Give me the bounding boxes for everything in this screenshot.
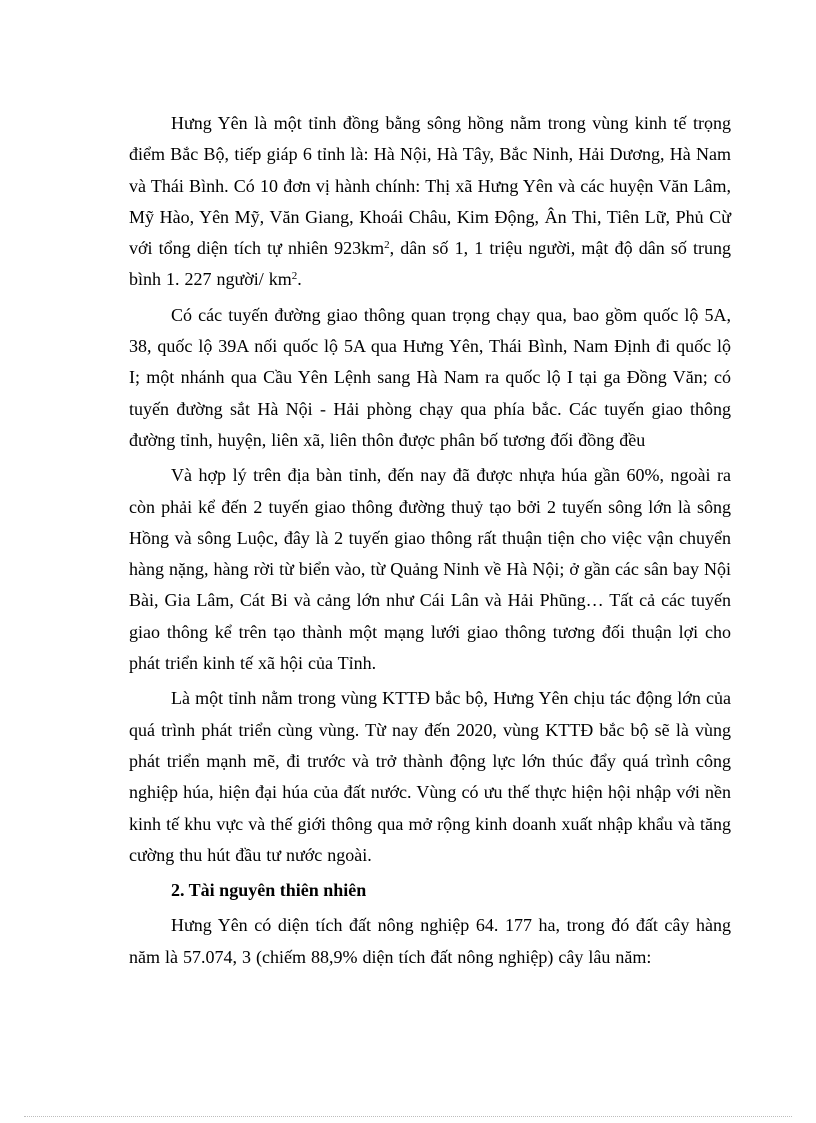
section-heading-natural-resources: 2. Tài nguyên thiên nhiên xyxy=(171,880,367,901)
superscript-area-unit: 2 xyxy=(384,239,390,252)
paragraph-location-text-mid: , dân số 1, 1 triệu người, mật độ dân số trung bình 1. 227 người/ km xyxy=(129,238,731,290)
paragraph-location-text: Hưng Yên là một tỉnh đồng bằng sông hồng nằm trong vùng kinh tế trọng điểm Bắc Bộ, tiếp giáp 6 tỉnh là: Hà Nội, Hà Tây, Bắc Ninh, Hải Dương, Hà Nam và Thái Bình. Có 10 đơn vị hành chính: Thị xã Hưng Yên và các huyện Văn Lâm, Mỹ Hào, Yên Mỹ, Văn Giang, Khoái Châu, Kim Động, Ân Thi, Tiên Lữ, Phủ Cừ với tổng diện tích tự nhiên 923km xyxy=(129,113,731,259)
paragraph-transport-routes: Có các tuyến đường giao thông quan trọng chạy qua, bao gồm quốc lộ 5A, 38, quốc lộ 39A nối quốc lộ 5A qua Hưng Yên, Thái Bình, Nam Định đi quốc lộ I; một nhánh qua Cầu Yên Lệnh sang Hà Nam ra quốc lộ I tại ga Đồng Văn; có tuyến đường sắt Hà Nội - Hải phòng chạy qua phía bắc. Các tuyến giao thông đường tỉnh, huyện, liên xã, liên thôn được phân bố tương đối đồng đều xyxy=(129,304,731,450)
paragraph-economic-zone: Là một tỉnh nằm trong vùng KTTĐ bắc bộ, Hưng Yên chịu tác động lớn của quá trình phát triển cùng vùng. Từ nay đến 2020, vùng KTTĐ bắc bộ sẽ là vùng phát triển mạnh mẽ, đi trước và trở thành động lực lớn thúc đẩy quá trình công nghiệp húa, hiện đại húa của đất nước. Vùng có ưu thế thực hiện hội nhập với nền kinh tế khu vực và thế giới thông qua mở rộng kinh doanh xuất nhập khẩu và tăng cường thu hút đầu tư nước ngoài. xyxy=(129,688,731,865)
superscript-density-unit: 2 xyxy=(291,270,298,283)
page-bottom-divider xyxy=(24,1116,792,1117)
paragraph-location-text-end: . xyxy=(297,269,302,290)
paragraph-transport-network: Và hợp lý trên địa bàn tỉnh, đến nay đã được nhựa húa gần 60%, ngoài ra còn phải kể đến 2 tuyến giao thông đường thuỷ tạo bởi 2 tuyến sông lớn là sông Hồng và sông Luộc, đây là 2 tuyến giao thông rất thuận tiện cho việc vận chuyển hàng nặng, hàng rời từ biển vào, từ Quảng Ninh về Hà Nội; ở gần các sân bay Nội Bài, Gia Lâm, Cát Bi và cảng lớn như Cái Lân và Hải Phũng… Tất cả các tuyến giao thông kể trên tạo thành một mạng lưới giao thông tương đối thuận lợi cho phát triển kinh tế xã hội của Tỉnh. xyxy=(129,465,731,674)
paragraph-agricultural-land: Hưng Yên có diện tích đất nông nghiệp 64. 177 ha, trong đó đất cây hàng năm là 57.074, 3 (chiếm 88,9% diện tích đất nông nghiệp) cây lâu năm: xyxy=(129,915,731,967)
document-body xyxy=(129,108,731,973)
paragraph-location xyxy=(129,108,731,296)
